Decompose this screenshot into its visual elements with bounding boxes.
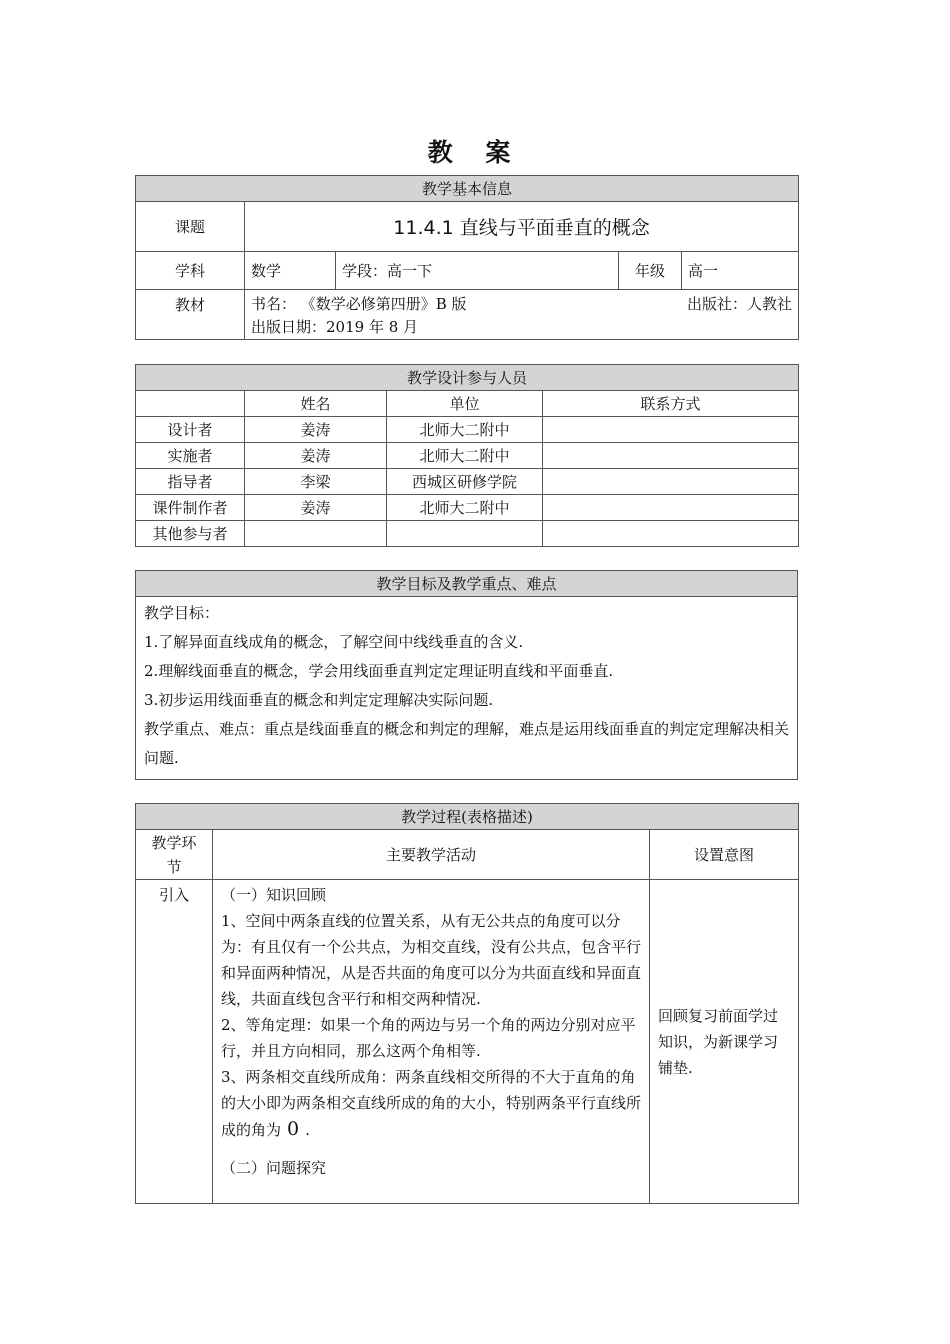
goal-item: 3.初步运用线面垂直的概念和判定定理解决实际问题. <box>144 691 494 709</box>
stage-intro: 引入 <box>136 880 213 1204</box>
staff-unit: 北师大二附中 <box>387 443 543 469</box>
staff-name: 李梁 <box>245 469 387 495</box>
goals-header: 教学目标及教学重点、难点 <box>136 571 798 597</box>
col-activity: 主要教学活动 <box>213 830 650 880</box>
staff-contact <box>543 495 799 521</box>
staff-role: 课件制作者 <box>136 495 245 521</box>
staff-role: 实施者 <box>136 443 245 469</box>
key-points: 教学重点、难点：重点是线面垂直的概念和判定的理解，难点是运用线面垂直的判定定理解决相关问题. <box>144 720 790 767</box>
document-title: 教 案 <box>427 138 523 167</box>
staff-name <box>245 521 387 547</box>
staff-table <box>135 364 799 547</box>
goals-title: 教学目标： <box>144 604 220 622</box>
period: . <box>305 1121 310 1139</box>
staff-unit: 北师大二附中 <box>387 417 543 443</box>
lesson-topic: 11.4.1 直线与平面垂直的概念 <box>245 202 799 252</box>
staff-contact <box>543 417 799 443</box>
basic-info-header: 教学基本信息 <box>136 176 799 202</box>
review-item-text: 3、两条相交直线所成角：两条直线相交所得的不大于直角的角的大小即为两条相交直线所成的角的大小，特别两条平行直线所成的角为 <box>221 1068 642 1139</box>
table-row <box>136 417 799 443</box>
goals-body <box>136 597 798 780</box>
staff-contact <box>543 469 799 495</box>
process-table <box>135 803 799 1204</box>
staff-contact <box>543 443 799 469</box>
book-name: 书名： 《数学必修第四册》B 版 <box>251 295 467 313</box>
table-row <box>136 469 799 495</box>
goals-table <box>135 570 798 780</box>
goal-item: 1.了解异面直线成角的概念，了解空间中线线垂直的含义. <box>144 633 524 651</box>
review-item <box>221 1064 641 1143</box>
col-stage: 教学环节 <box>136 830 213 880</box>
staff-unit <box>387 521 543 547</box>
grade-value: 高一 <box>682 252 799 290</box>
zero-symbol: 0 <box>287 1118 300 1140</box>
staff-name: 姜涛 <box>245 443 387 469</box>
section-explore: （二）问题探究 <box>221 1159 327 1177</box>
textbook-label: 教材 <box>136 290 245 340</box>
subject-value: 数学 <box>245 252 336 290</box>
grade-label: 年级 <box>619 252 682 290</box>
staff-header: 教学设计参与人员 <box>136 365 799 391</box>
process-header: 教学过程(表格描述) <box>136 804 799 830</box>
staff-name: 姜涛 <box>245 417 387 443</box>
staff-col-unit: 单位 <box>387 391 543 417</box>
goal-item: 2.理解线面垂直的概念，学会用线面垂直判定定理证明直线和平面垂直. <box>144 662 614 680</box>
staff-name: 姜涛 <box>245 495 387 521</box>
staff-role: 其他参与者 <box>136 521 245 547</box>
intent-content: 回顾复习前面学过知识，为新课学习铺垫. <box>650 880 799 1204</box>
topic-label: 课题 <box>136 202 245 252</box>
review-item: 1、空间中两条直线的位置关系，从有无公共点的角度可以分为：有且仅有一个公共点，为相交直线，没有公共点，包含平行和异面两种情况，从是否共面的角度可以分为共面直线和异面直线，共面直线包含平行和相交两种情况. <box>221 912 642 1008</box>
subject-label: 学科 <box>136 252 245 290</box>
staff-col-contact: 联系方式 <box>543 391 799 417</box>
col-intent: 设置意图 <box>650 830 799 880</box>
staff-unit: 北师大二附中 <box>387 495 543 521</box>
publish-date: 出版日期：2019 年 8 月 <box>251 318 419 336</box>
staff-role: 设计者 <box>136 417 245 443</box>
table-row <box>136 521 799 547</box>
table-row <box>136 443 799 469</box>
stage-value: 学段：高一下 <box>336 252 619 290</box>
textbook-info <box>245 290 799 340</box>
review-item: 2、等角定理：如果一个角的两边与另一个角的两边分别对应平行，并且方向相同，那么这两个角相等. <box>221 1016 636 1060</box>
staff-col-role <box>136 391 245 417</box>
basic-info-table <box>135 175 799 340</box>
table-row <box>136 495 799 521</box>
staff-contact <box>543 521 799 547</box>
section-review: （一）知识回顾 <box>221 886 327 904</box>
activity-content <box>213 880 650 1204</box>
publisher: 出版社：人教社 <box>687 295 793 313</box>
staff-col-name: 姓名 <box>245 391 387 417</box>
staff-role: 指导者 <box>136 469 245 495</box>
staff-unit: 西城区研修学院 <box>387 469 543 495</box>
